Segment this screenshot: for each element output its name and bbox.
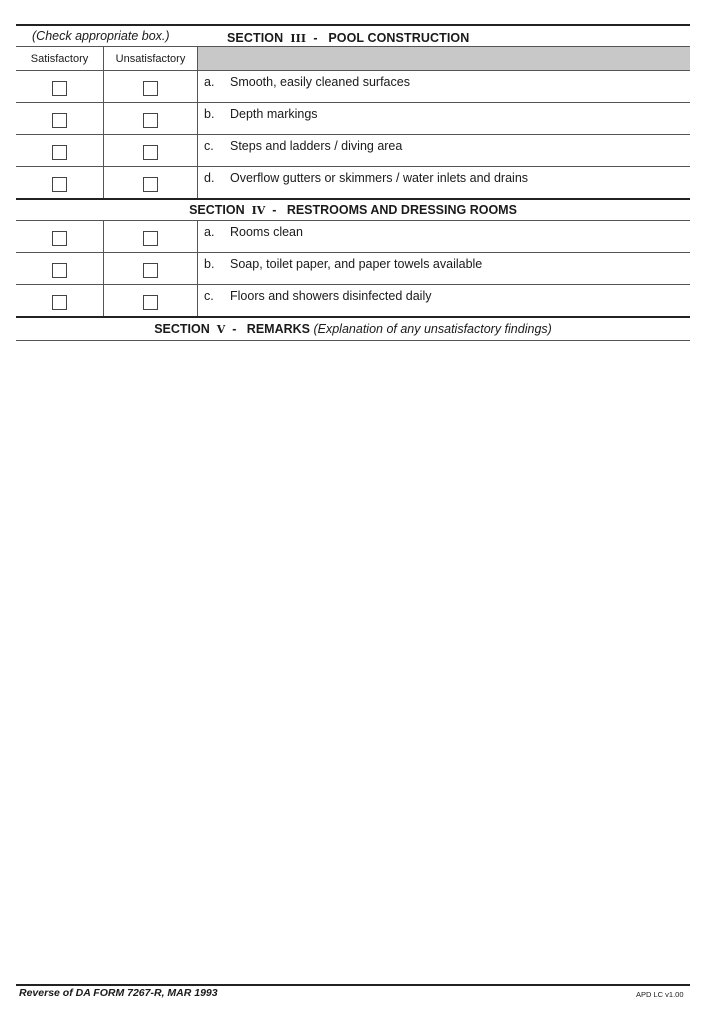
satisfactory-checkbox[interactable] (52, 295, 67, 310)
section-dash: - (232, 322, 237, 336)
section-3-title (227, 31, 469, 45)
inspection-form (16, 24, 690, 341)
item-letter: c. (204, 139, 214, 153)
unsatisfactory-checkbox[interactable] (143, 81, 158, 96)
section-numeral: III (290, 32, 307, 45)
item-text: Soap, toilet paper, and paper towels available (230, 257, 483, 271)
section-dash: - (272, 203, 277, 217)
section-dash: - (313, 31, 318, 45)
item-text: Depth markings (230, 107, 318, 121)
item-letter: b. (204, 257, 215, 271)
checklist-row (16, 71, 690, 103)
satisfactory-checkbox[interactable] (52, 81, 67, 96)
satisfactory-checkbox[interactable] (52, 231, 67, 246)
satisfactory-checkbox[interactable] (52, 145, 67, 160)
unsatisfactory-checkbox[interactable] (143, 231, 158, 246)
item-text: Rooms clean (230, 225, 303, 239)
unsatisfactory-checkbox[interactable] (143, 177, 158, 192)
section-label: SECTION (154, 322, 210, 336)
item-text: Steps and ladders / diving area (230, 139, 403, 153)
section-label: SECTION (227, 31, 284, 45)
section-5-header (16, 318, 690, 341)
checklist-row (16, 253, 690, 285)
section-label: SECTION (189, 203, 245, 217)
unsatisfactory-checkbox[interactable] (143, 113, 158, 128)
instructions-text: (Check appropriate box.) (32, 29, 170, 43)
item-letter: d. (204, 171, 215, 185)
satisfactory-checkbox[interactable] (52, 263, 67, 278)
section-title: REMARKS (246, 322, 310, 336)
checklist-row (16, 135, 690, 167)
col-item-shaded (197, 47, 690, 70)
form-identifier: Reverse of DA FORM 7267-R, MAR 1993 (19, 987, 218, 999)
checklist-row (16, 221, 690, 253)
item-letter: c. (204, 289, 214, 303)
unsatisfactory-checkbox[interactable] (143, 263, 158, 278)
unsatisfactory-checkbox[interactable] (143, 295, 158, 310)
section-numeral: IV (251, 204, 266, 217)
col-satisfactory: Satisfactory (16, 47, 104, 70)
checklist-row (16, 167, 690, 200)
satisfactory-checkbox[interactable] (52, 177, 67, 192)
satisfactory-checkbox[interactable] (52, 113, 67, 128)
checklist-row (16, 103, 690, 135)
item-letter: a. (204, 75, 215, 89)
item-text: Smooth, easily cleaned surfaces (230, 75, 410, 89)
checklist-row (16, 285, 690, 318)
section-title: RESTROOMS AND DRESSING ROOMS (286, 203, 517, 217)
section-4-header (16, 200, 690, 221)
item-letter: b. (204, 107, 215, 121)
footer-rule (16, 984, 690, 986)
item-letter: a. (204, 225, 215, 239)
section-title: POOL CONSTRUCTION (328, 31, 470, 45)
section-numeral: V (216, 323, 226, 336)
version-label: APD LC v1.00 (636, 990, 684, 999)
item-text: Overflow gutters or skimmers / water inlets and drains (230, 171, 529, 185)
item-text: Floors and showers disinfected daily (230, 289, 432, 303)
column-headers (16, 47, 690, 71)
section-note: (Explanation of any unsatisfactory findings) (313, 322, 552, 336)
col-unsatisfactory: Unsatisfactory (104, 47, 198, 70)
unsatisfactory-checkbox[interactable] (143, 145, 158, 160)
section-3-header (16, 26, 690, 47)
